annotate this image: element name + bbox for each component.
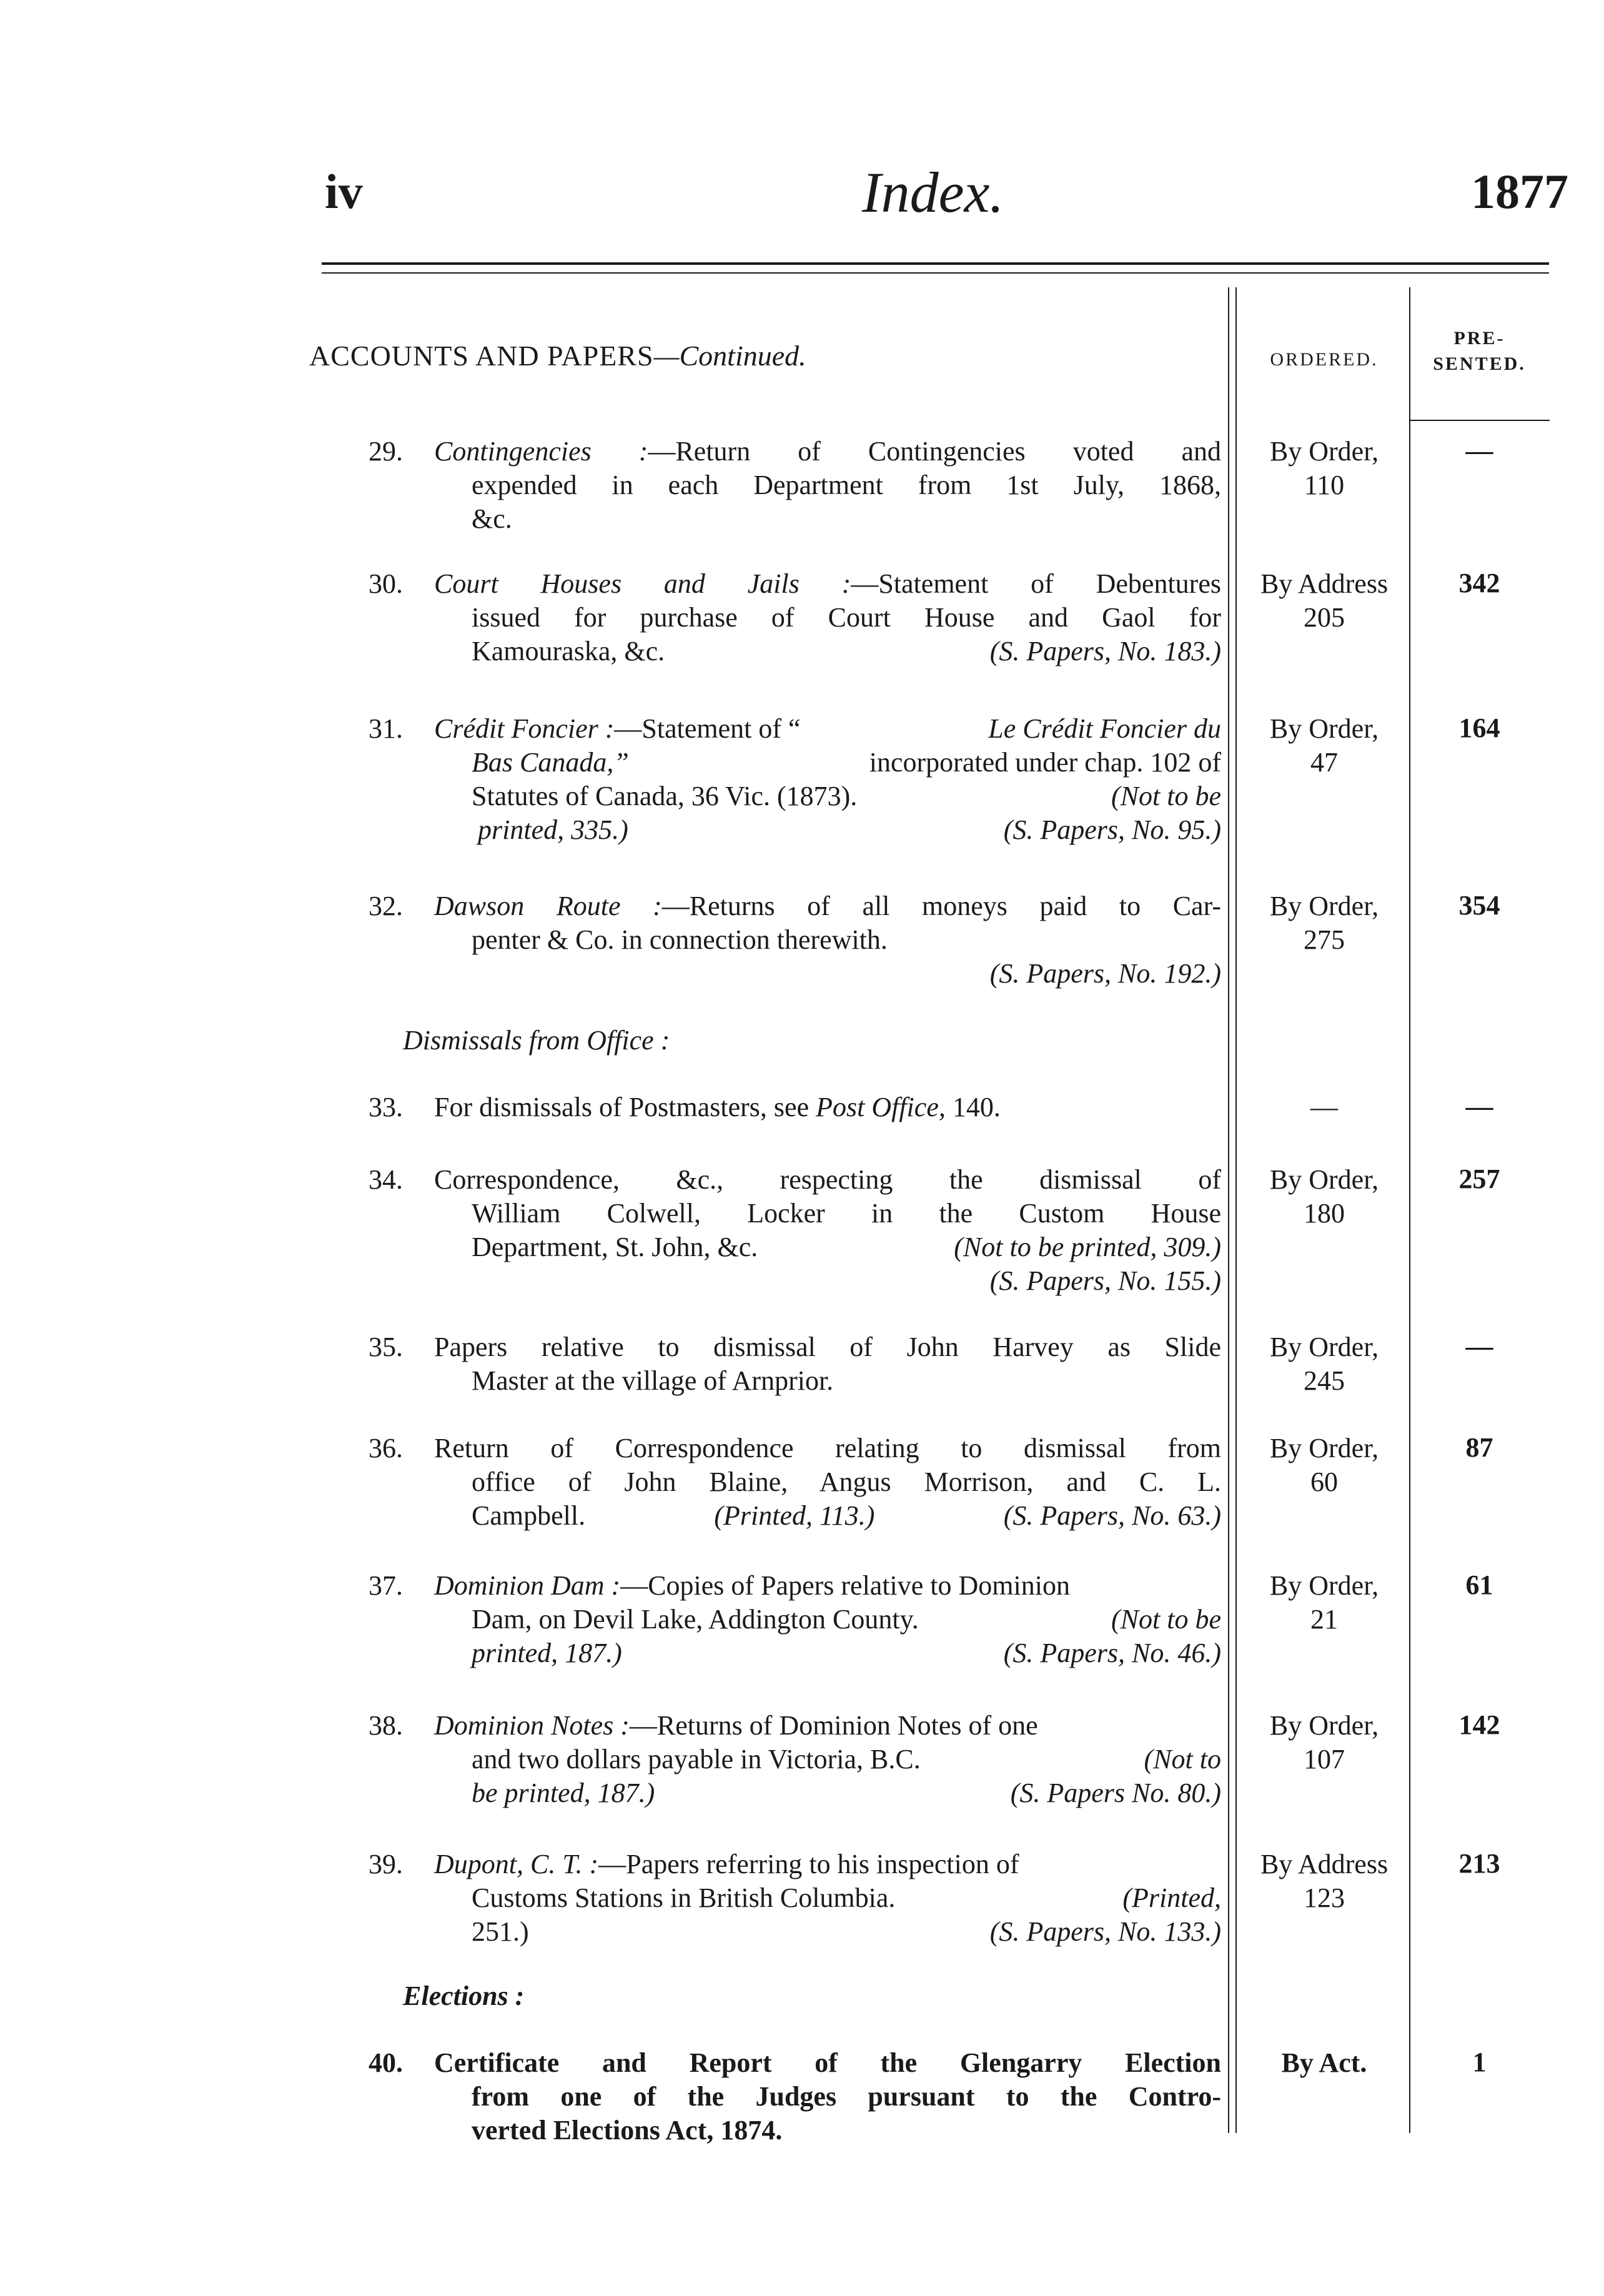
entry-line: verted Elections Act, 1874.: [472, 2115, 783, 2145]
sessional-paper-ref: (S. Papers, No. 46.): [1003, 1638, 1221, 1668]
entry-title: Crédit Foncier :: [434, 713, 615, 744]
column-header-ordered: ORDERED.: [1270, 349, 1379, 370]
ordered-cell: [1239, 712, 1409, 779]
ordered-cell: [1239, 1330, 1409, 1398]
entry-line-text: —Return of Contingencies voted and: [648, 436, 1222, 467]
entry-line: office of John Blaine, Angus Morrison, and C. L.: [472, 1467, 1221, 1497]
entry-line: [434, 635, 1221, 668]
entry-line-text: printed, 335.): [478, 814, 628, 845]
entry-line: [434, 1848, 1221, 1881]
entry-text: [434, 1330, 1221, 1398]
column-header-presented-line: SENTED.: [1433, 353, 1526, 374]
entry-title: Dominion Dam :: [434, 1570, 621, 1601]
entry-line-text: (Not to be: [1111, 1604, 1221, 1635]
sessional-paper-ref: (S. Papers, No. 63.): [1003, 1500, 1221, 1531]
entry-line-text: (Not to be printed, 309.): [954, 1232, 1221, 1262]
entry-line: [434, 435, 1221, 468]
column-divider: [1228, 287, 1229, 2133]
entry-title: Contingencies :: [434, 436, 648, 467]
entry-number: 40.: [369, 2047, 403, 2078]
entry-line-text: —Papers referring to his inspection of: [598, 1849, 1019, 1879]
presented-cell: 257: [1458, 1164, 1500, 1194]
entry-line: [434, 1230, 1221, 1264]
cross-reference: Post Office,: [816, 1092, 946, 1122]
ordered-type: By Order,: [1269, 1332, 1379, 1362]
presented-cell: 213: [1458, 1848, 1500, 1879]
section-continued: —Continued.: [653, 340, 806, 372]
entry-line-text: For dismissals of Postmasters, see: [434, 1092, 816, 1122]
column-header-presented: [1409, 326, 1550, 377]
ordered-number: 60: [1310, 1467, 1338, 1497]
entry-line: Correspondence, &c., respecting the dismissal of: [434, 1164, 1221, 1195]
entry-line: [434, 1915, 1221, 1949]
entry-line-text: (Not to: [1144, 1744, 1221, 1774]
presented-cell: 354: [1458, 890, 1500, 921]
entry-line-text: —Returns of all moneys paid to Car-: [661, 891, 1221, 921]
entry-text: [434, 1091, 1221, 1124]
entry-text: [434, 1848, 1221, 1949]
ordered-cell: [1239, 435, 1409, 502]
ordered-type: By Order,: [1269, 1433, 1379, 1463]
ordered-cell: [1239, 1848, 1409, 1915]
subheading-elections: Elections :: [403, 1981, 525, 2011]
ordered-type: By Order,: [1269, 436, 1379, 467]
entry-text: [434, 889, 1221, 991]
entry-title: Court Houses and Jails :: [434, 568, 851, 599]
presented-cell: 1: [1472, 2047, 1487, 2077]
entry-text: [434, 712, 1221, 847]
sessional-paper-ref: (S. Papers, No. 183.): [989, 636, 1221, 666]
header-rule-thin: [322, 272, 1549, 274]
entry-number: 37.: [369, 1570, 403, 1601]
presented-cell: 164: [1458, 713, 1500, 743]
entry-line: [434, 1091, 1221, 1124]
entry-text: [434, 1569, 1221, 1670]
column-header-presented-line: PRE-: [1453, 328, 1505, 349]
entry-line: [434, 889, 1221, 923]
header-rule: [322, 262, 1549, 265]
entry-line: [434, 1881, 1221, 1915]
ordered-number: 275: [1304, 924, 1345, 955]
entry-number: 38.: [369, 1710, 403, 1741]
entry-line: expended in each Department from 1st July, 1868,: [472, 470, 1221, 500]
ordered-cell: [1239, 567, 1409, 635]
page-year: 1877: [1471, 164, 1568, 219]
entry-line-text: printed, 187.): [472, 1638, 622, 1668]
entry-text: [434, 435, 1221, 536]
presented-cell: 87: [1465, 1432, 1493, 1463]
entry-line-text: —Returns of Dominion Notes of one: [629, 1710, 1038, 1741]
entry-line-text: Kamouraska, &c.: [472, 636, 665, 666]
entry-line: [434, 1743, 1221, 1776]
entry-line-text: Customs Stations in British Columbia.: [472, 1883, 896, 1913]
entry-line: penter & Co. in connection therewith.: [472, 924, 888, 955]
sessional-paper-ref: (S. Papers No. 80.): [1010, 1778, 1221, 1808]
entry-line: [434, 1776, 1221, 1810]
sessional-paper-ref: (S. Papers, No. 155.): [989, 1265, 1221, 1296]
presented-cell: 142: [1458, 1710, 1500, 1740]
entry-line-text: incorporated under chap. 102 of: [869, 747, 1221, 778]
ordered-cell: [1239, 889, 1409, 957]
entry-line-text: (Printed,: [1122, 1883, 1221, 1913]
entry-number: 33.: [369, 1092, 403, 1122]
presented-cell: 342: [1458, 568, 1500, 598]
entry-line: Papers relative to dismissal of John Harvey as Slide: [434, 1332, 1221, 1362]
presented-cell: —: [1465, 1091, 1493, 1122]
entry-line: [434, 1569, 1221, 1603]
entry-line: Master at the village of Arnprior.: [472, 1365, 834, 1396]
ordered-cell: —: [1310, 1092, 1338, 1122]
page-title: Index.: [862, 161, 1004, 224]
ordered-type: By Order,: [1269, 1164, 1379, 1195]
ordered-type: By Order,: [1269, 1570, 1379, 1601]
entry-title: Dawson Route :: [434, 891, 662, 921]
entry-line: [434, 712, 1221, 746]
ordered-number: 180: [1304, 1198, 1345, 1229]
entry-line-text: Campbell.: [472, 1500, 586, 1531]
entry-line-text: 251.): [472, 1916, 529, 1947]
entry-line-text: Statutes of Canada, 36 Vic. (1873).: [472, 781, 858, 811]
ordered-number: 21: [1310, 1604, 1338, 1635]
entry-line: William Colwell, Locker in the Custom House: [472, 1198, 1221, 1229]
entry-line: [434, 779, 1221, 813]
entry-line: [434, 1499, 1221, 1533]
entry-line: [434, 746, 1221, 779]
entry-text: [434, 1432, 1221, 1533]
ordered-number: 123: [1304, 1883, 1345, 1913]
entry-number: 31.: [369, 713, 403, 744]
entry-line: [434, 1709, 1221, 1743]
page-number: iv: [325, 164, 363, 219]
subheading-dismissals: Dismissals from Office :: [403, 1025, 670, 1056]
section-heading: [309, 339, 806, 372]
entry-line-text: 140.: [945, 1092, 1001, 1122]
ordered-cell: [1239, 1432, 1409, 1499]
ordered-type: By Address: [1260, 1849, 1389, 1879]
ordered-cell: By Act.: [1281, 2047, 1367, 2078]
sessional-paper-ref: (S. Papers, No. 192.): [989, 958, 1221, 989]
entry-line-text: be printed, 187.): [472, 1778, 655, 1808]
ordered-number: 107: [1304, 1744, 1345, 1774]
ordered-cell: [1239, 1709, 1409, 1776]
ordered-type: By Order,: [1269, 713, 1379, 744]
sessional-paper-ref: (S. Papers, No. 95.): [1003, 814, 1221, 845]
entry-line-text: —Statement of “: [614, 713, 801, 744]
entry-title: Dupont, C. T. :: [434, 1849, 599, 1879]
entry-line-text: Bas Canada,”: [472, 747, 629, 778]
entry-line-text: —Statement of Debentures: [851, 568, 1221, 599]
entry-title: Dominion Notes :: [434, 1710, 630, 1741]
entry-line: from one of the Judges pursuant to the Contro-: [472, 2081, 1221, 2112]
entry-number: 35.: [369, 1332, 403, 1362]
ordered-type: By Order,: [1269, 1710, 1379, 1741]
entry-line: Certificate and Report of the Glengarry Election: [434, 2047, 1221, 2078]
entry-number: 29.: [369, 436, 403, 467]
entry-line-text: (Printed, 113.): [714, 1500, 875, 1531]
ordered-number: 245: [1304, 1365, 1345, 1396]
column-header-rule: [1409, 420, 1550, 421]
ordered-type: By Order,: [1269, 891, 1379, 921]
entry-line: &c.: [472, 503, 512, 534]
entry-number: 34.: [369, 1164, 403, 1195]
entry-line-text: Department, St. John, &c.: [472, 1232, 758, 1262]
entry-line: [434, 1603, 1221, 1636]
column-divider: [1235, 287, 1237, 2133]
entry-line-text: Le Crédit Foncier du: [988, 713, 1221, 744]
sessional-paper-ref: (S. Papers, No. 133.): [989, 1916, 1221, 1947]
presented-cell: 61: [1465, 1570, 1493, 1600]
ordered-cell: [1239, 1163, 1409, 1230]
ordered-type: By Address: [1260, 568, 1389, 599]
entry-line-text: (Not to be: [1111, 781, 1221, 811]
ordered-number: 205: [1304, 602, 1345, 633]
entry-text: [434, 567, 1221, 668]
entry-line: [434, 567, 1221, 601]
entry-line: [434, 1636, 1221, 1670]
entry-text: [434, 1163, 1221, 1298]
entry-number: 30.: [369, 568, 403, 599]
section-title: ACCOUNTS AND PAPERS: [309, 340, 654, 372]
entry-line: issued for purchase of Court House and Gaol for: [472, 602, 1221, 633]
ordered-number: 47: [1310, 747, 1338, 778]
entry-line: Return of Correspondence relating to dismissal from: [434, 1433, 1221, 1463]
entry-line-text: Dam, on Devil Lake, Addington County.: [472, 1604, 919, 1635]
entry-number: 36.: [369, 1433, 403, 1463]
presented-cell: —: [1465, 435, 1493, 466]
ordered-cell: [1239, 1569, 1409, 1636]
entry-text: [434, 1709, 1221, 1810]
entry-line: [434, 813, 1221, 847]
entry-number: 32.: [369, 891, 403, 921]
ordered-number: 110: [1304, 470, 1345, 500]
entry-number: 39.: [369, 1849, 403, 1879]
entry-line-text: and two dollars payable in Victoria, B.C.: [472, 1744, 921, 1774]
entry-text: [434, 2046, 1221, 2147]
entry-line-text: —Copies of Papers relative to Dominion: [620, 1570, 1070, 1601]
presented-cell: —: [1465, 1331, 1493, 1362]
